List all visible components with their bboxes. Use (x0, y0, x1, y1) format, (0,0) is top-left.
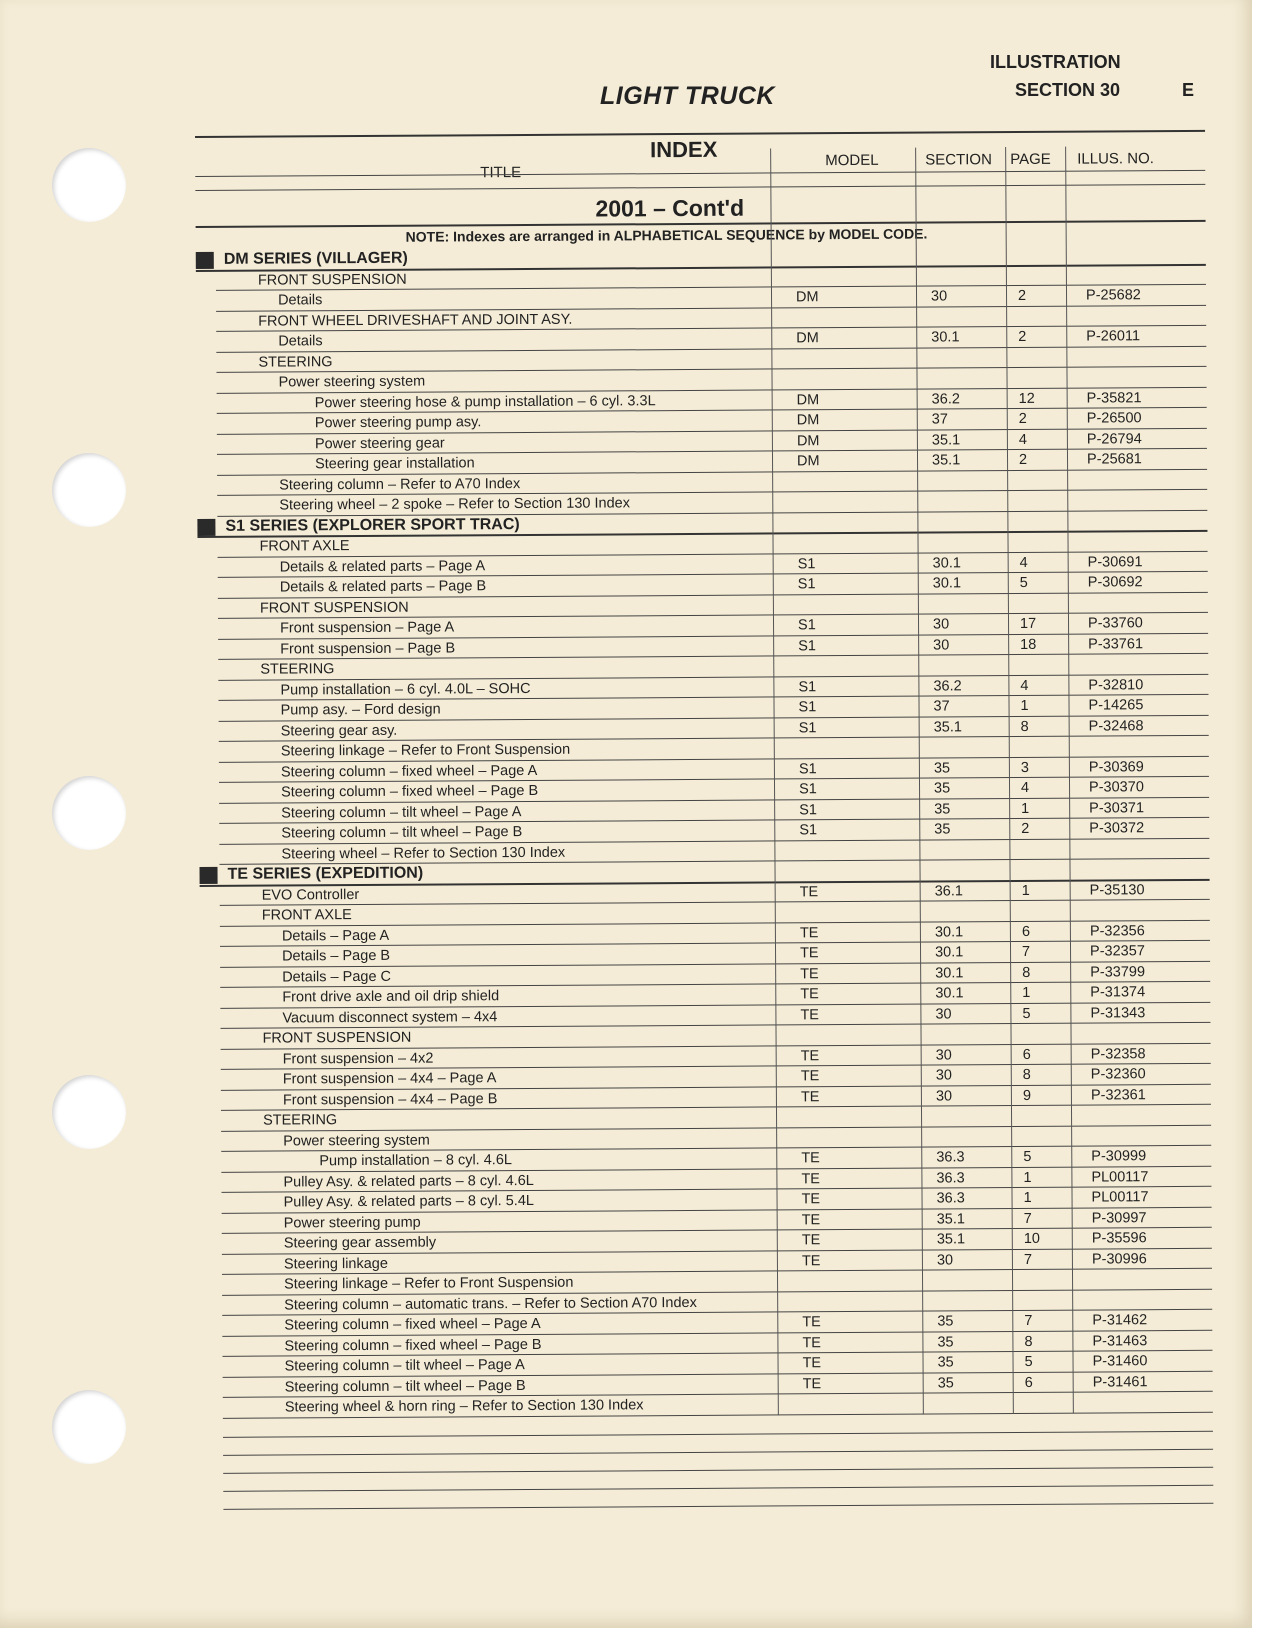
cell-page: 6 (1024, 1374, 1033, 1391)
row-title: Steering gear assembly (283, 1234, 437, 1252)
row-title: Steering column – Refer to A70 Index (279, 475, 521, 493)
row-title: Power steering hose & pump installation – 6 cyl. 3.3L (314, 392, 656, 411)
cell-page: 4 (1020, 677, 1029, 694)
cell-model: TE (802, 1355, 822, 1372)
section-letter: E (1182, 80, 1195, 100)
cell-model: S1 (798, 719, 817, 736)
cell-section: 30.1 (934, 923, 964, 940)
cell-illus: P-32358 (1090, 1045, 1146, 1063)
cell-model: S1 (798, 637, 816, 654)
index-note: NOTE: Indexes are arranged in ALPHABETICAL SEQUENCE by MODEL CODE. (405, 225, 928, 245)
cell-page: 4 (1019, 554, 1028, 571)
cell-illus: P-32810 (1088, 676, 1144, 694)
row-title: Steering column – tilt wheel – Page B (281, 824, 523, 842)
cell-illus: P-30692 (1087, 574, 1143, 591)
cell-model: DM (796, 330, 819, 347)
row-title: Pulley Asy. & related parts – 8 cyl. 5.4L (283, 1192, 534, 1211)
cell-section: 35 (933, 780, 951, 797)
cell-illus: P-35596 (1091, 1230, 1147, 1247)
row-title: Steering column – tilt wheel – Page B (284, 1377, 526, 1395)
series-title: TE SERIES (EXPEDITION) (227, 864, 424, 883)
cell-illus: P-30996 (1091, 1250, 1147, 1268)
cell-section: 35 (937, 1313, 954, 1330)
cell-section: 30 (933, 636, 950, 654)
cell-section: 30 (930, 288, 948, 305)
row-title: Details – Page C (282, 968, 392, 985)
row-title: Power steering system (283, 1132, 430, 1149)
cell-section: 30 (935, 1046, 952, 1063)
cell-page: 7 (1024, 1312, 1033, 1329)
row-title: Steering linkage – Refer to Front Suspension (284, 1274, 574, 1293)
cell-model: TE (800, 1068, 820, 1085)
row-title: Steering linkage – Refer to Front Suspension (280, 741, 571, 760)
cell-model: TE (801, 1150, 820, 1167)
cell-model: TE (801, 1191, 821, 1208)
cell-section: 30.1 (931, 329, 960, 346)
cell-model: TE (801, 1232, 821, 1249)
row-title: Steering linkage (283, 1255, 388, 1272)
cell-page: 2 (1018, 328, 1027, 345)
column-header-illus: ILLUS. NO. (1077, 150, 1154, 168)
row-title: Vacuum disconnect system – 4x4 (282, 1008, 498, 1026)
cell-section: 30 (935, 1067, 952, 1084)
cell-illus: P-26011 (1086, 328, 1141, 345)
cell-section: 37 (933, 698, 950, 715)
column-header-model: MODEL (825, 151, 879, 170)
cell-section: 30 (935, 1087, 953, 1104)
row-title: Steering column – tilt wheel – Page A (281, 803, 522, 821)
row-title: Front suspension – 4x2 (282, 1050, 434, 1067)
cell-section: 36.1 (934, 882, 963, 899)
cell-page: 10 (1023, 1230, 1040, 1247)
cell-model: TE (800, 1006, 819, 1023)
cell-illus: P-33760 (1087, 615, 1143, 632)
row-title: Details (278, 333, 323, 350)
row-title: Front suspension – Page B (280, 639, 456, 657)
cell-illus: P-25681 (1086, 451, 1142, 468)
cell-section: 30.1 (935, 964, 964, 981)
illustration-label: ILLUSTRATION (990, 52, 1121, 72)
cell-page: 7 (1023, 1210, 1032, 1227)
cell-section: 35.1 (936, 1210, 965, 1227)
cell-illus: P-31460 (1092, 1353, 1148, 1370)
cell-page: 1 (1020, 697, 1029, 714)
cell-model: S1 (798, 760, 817, 777)
cell-section: 30 (936, 1251, 954, 1268)
cell-page: 1 (1021, 800, 1030, 817)
cell-illus: P-32357 (1089, 943, 1145, 960)
row-title: Front suspension – Page A (279, 619, 455, 637)
cell-page: 3 (1020, 759, 1030, 776)
row-title: FRONT SUSPENSION (257, 271, 407, 289)
row-title: Power steering system (278, 373, 426, 391)
cell-illus: P-30371 (1089, 799, 1145, 817)
cell-model: DM (796, 391, 820, 408)
cell-model: TE (800, 986, 819, 1003)
binder-hole (52, 776, 126, 850)
cell-section: 30 (935, 1005, 952, 1022)
cell-model: DM (796, 412, 820, 429)
cell-model: TE (801, 1211, 821, 1228)
cell-page: 1 (1021, 882, 1030, 899)
cell-illus: P-31463 (1092, 1332, 1148, 1350)
column-header-page: PAGE (1010, 150, 1051, 169)
blank-rule (223, 1430, 1213, 1437)
row-title: STEERING (260, 661, 335, 678)
cell-model: DM (796, 432, 820, 449)
cell-page: 12 (1018, 390, 1035, 407)
cell-section: 35 (934, 800, 951, 817)
cell-illus: PL00117 (1091, 1189, 1149, 1206)
row-title: STEERING (263, 1112, 338, 1129)
cell-section: 36.2 (933, 677, 962, 694)
cell-illus: P-32468 (1088, 717, 1144, 735)
binder-hole (52, 453, 126, 527)
cell-model: TE (802, 1334, 821, 1351)
cell-model: S1 (798, 678, 817, 695)
cell-page: 5 (1023, 1148, 1032, 1165)
cell-page: 2 (1021, 820, 1030, 837)
row-title: Steering column – fixed wheel – Page A (280, 762, 538, 780)
cell-illus: P-30369 (1088, 758, 1144, 776)
blank-rule (223, 1502, 1213, 1509)
binder-hole (52, 148, 126, 222)
row-title: Steering wheel – 2 spoke – Refer to Section 130 Index (279, 495, 630, 514)
cell-model: S1 (797, 555, 816, 572)
row-title: Details & related parts – Page B (279, 578, 487, 596)
cell-page: 17 (1019, 615, 1037, 632)
cell-model: TE (799, 924, 819, 941)
cell-section: 35 (937, 1333, 954, 1350)
cell-section: 35 (937, 1354, 954, 1371)
cell-model: S1 (797, 617, 816, 634)
cell-page: 4 (1020, 779, 1030, 796)
column-header-title: TITLE (480, 164, 522, 182)
cell-illus: P-30997 (1091, 1209, 1147, 1227)
row-title: Front drive axle and oil drip shield (282, 988, 500, 1006)
blank-rule (223, 1448, 1213, 1455)
cell-section: 35 (937, 1374, 954, 1391)
page-title: LIGHT TRUCK (600, 82, 775, 110)
cell-model: DM (796, 453, 820, 470)
row-title: Details (277, 292, 323, 309)
row-title: Power steering gear (314, 434, 445, 452)
cell-illus: P-30999 (1091, 1148, 1147, 1165)
cell-model: S1 (799, 801, 817, 818)
cell-section: 36.3 (936, 1190, 965, 1207)
cell-illus: P-31461 (1092, 1373, 1148, 1391)
cell-page: 5 (1022, 1005, 1031, 1022)
cell-page: 1 (1022, 984, 1031, 1001)
cell-page: 4 (1018, 431, 1028, 448)
cell-model: TE (800, 1088, 820, 1105)
cell-illus: P-35130 (1089, 881, 1145, 899)
cell-illus: PL00117 (1091, 1168, 1149, 1186)
cell-page: 18 (1020, 636, 1037, 653)
cell-illus: P-32356 (1089, 922, 1145, 940)
cell-page: 8 (1024, 1333, 1033, 1350)
header-rule (195, 184, 1205, 191)
series-marker (196, 252, 214, 269)
row-title: FRONT SUSPENSION (262, 1029, 412, 1047)
row-title: Pump installation – 8 cyl. 4.6L (319, 1152, 512, 1170)
row-title: Steering gear asy. (280, 722, 398, 739)
continuation-title: 2001 – Cont'd (595, 194, 745, 222)
cell-illus: P-33799 (1090, 963, 1146, 981)
cell-model: TE (801, 1170, 820, 1187)
row-title: Details – Page A (281, 927, 390, 944)
cell-illus: P-32361 (1090, 1086, 1146, 1104)
cell-model: TE (800, 965, 819, 982)
row-title: Steering wheel – Refer to Section 130 Index (281, 844, 566, 862)
cell-illus: P-14265 (1088, 697, 1144, 714)
cell-section: 35.1 (931, 431, 961, 449)
cell-model: DM (795, 289, 819, 306)
cell-section: 36.2 (931, 390, 960, 408)
cell-illus: P-32360 (1090, 1066, 1146, 1083)
cell-page: 2 (1018, 451, 1028, 468)
header-rule (195, 170, 1205, 177)
cell-illus: P-26500 (1086, 410, 1142, 427)
cell-illus: P-33761 (1088, 635, 1144, 653)
series-title: DM SERIES (VILLAGER) (223, 249, 408, 268)
cell-illus: P-25682 (1085, 287, 1141, 304)
row-title: Front suspension – 4x4 – Page B (282, 1090, 498, 1108)
row-title: Steering column – tilt wheel – Page A (284, 1357, 525, 1375)
row-title: STEERING (258, 353, 333, 371)
cell-page: 2 (1017, 287, 1027, 304)
row-title: Pump asy. – Ford design (280, 701, 441, 719)
row-title: Pulley Asy. & related parts – 8 cyl. 4.6L (283, 1172, 534, 1190)
cell-illus: P-26794 (1086, 430, 1142, 448)
cell-page: 6 (1022, 1046, 1031, 1063)
cell-illus: P-35821 (1086, 389, 1142, 407)
cell-section: 35 (934, 821, 951, 838)
cell-page: 9 (1022, 1087, 1032, 1104)
cell-section: 36.3 (936, 1149, 965, 1166)
row-title: Steering gear installation (314, 455, 475, 473)
cell-section: 30.1 (934, 944, 964, 961)
series-marker (197, 518, 215, 535)
cell-section: 37 (931, 411, 948, 428)
binder-hole (52, 1390, 126, 1464)
row-title: Steering column – fixed wheel – Page B (280, 782, 539, 801)
cell-model: TE (800, 1047, 820, 1064)
row-title: FRONT SUSPENSION (259, 599, 409, 617)
cell-model: TE (799, 883, 819, 900)
row-title: Steering wheel & horn ring – Refer to Section 130 Index (284, 1397, 644, 1416)
cell-page: 7 (1021, 943, 1031, 960)
cell-illus: P-30370 (1088, 779, 1144, 796)
row-title: Steering column – fixed wheel – Page B (284, 1336, 542, 1354)
cell-section: 30.1 (935, 985, 964, 1002)
row-title: Details – Page B (282, 947, 391, 965)
cell-illus: P-31343 (1090, 1004, 1146, 1022)
binder-hole (52, 1075, 126, 1149)
cell-model: TE (802, 1375, 822, 1392)
cell-model: TE (799, 945, 819, 962)
row-title: Power steering pump (283, 1214, 421, 1231)
section-label: SECTION 30 (1015, 80, 1121, 100)
row-title: Power steering pump asy. (314, 414, 482, 432)
cell-model: S1 (799, 822, 818, 839)
blank-rule (223, 1466, 1213, 1473)
row-title: Details & related parts – Page A (279, 557, 486, 575)
cell-page: 5 (1024, 1353, 1033, 1370)
cell-illus: P-31374 (1090, 984, 1146, 1001)
cell-illus: P-31462 (1092, 1312, 1148, 1329)
series-title: S1 SERIES (EXPLORER SPORT TRAC) (225, 515, 520, 535)
cell-page: 6 (1021, 923, 1031, 940)
cell-page: 1 (1023, 1169, 1032, 1186)
cell-model: S1 (797, 576, 816, 593)
index-table (195, 124, 1214, 1540)
column-header-section: SECTION (925, 151, 992, 169)
row-title: FRONT AXLE (259, 538, 350, 555)
cell-page: 5 (1019, 574, 1028, 591)
cell-page: 8 (1022, 964, 1031, 981)
cell-section: 36.3 (936, 1169, 965, 1186)
cell-section: 30 (932, 616, 950, 633)
row-title: FRONT WHEEL DRIVESHAFT AND JOINT ASY. (258, 311, 573, 330)
cell-illus: P-30372 (1089, 820, 1145, 837)
blank-rule (223, 1484, 1213, 1491)
row-title: Front suspension – 4x4 – Page A (282, 1070, 497, 1088)
row-title: Steering column – fixed wheel – Page A (284, 1315, 541, 1334)
row-title: Steering column – automatic trans. – Refer to Section A70 Index (284, 1294, 697, 1313)
index-title: INDEX (650, 136, 718, 163)
row-title: FRONT AXLE (261, 907, 352, 924)
cell-page: 2 (1018, 410, 1027, 427)
cell-model: TE (801, 1252, 821, 1269)
cell-page: 8 (1022, 1066, 1031, 1083)
cell-illus: P-30691 (1087, 553, 1143, 571)
cell-section: 30.1 (932, 554, 961, 572)
cell-section: 30.1 (932, 575, 962, 592)
cell-page: 7 (1023, 1251, 1033, 1268)
cell-section: 35.1 (936, 1231, 966, 1248)
cell-section: 35 (933, 759, 951, 776)
cell-model: S1 (798, 781, 817, 798)
row-title: Pump installation – 6 cyl. 4.0L – SOHC (280, 680, 531, 698)
row-title: EVO Controller (261, 886, 360, 904)
cell-model: S1 (798, 699, 817, 716)
cell-model: TE (802, 1314, 821, 1331)
cell-section: 35.1 (931, 452, 961, 469)
cell-section: 35.1 (933, 718, 962, 735)
cell-page: 1 (1023, 1189, 1032, 1206)
series-marker (200, 867, 218, 884)
cell-page: 8 (1020, 718, 1029, 735)
